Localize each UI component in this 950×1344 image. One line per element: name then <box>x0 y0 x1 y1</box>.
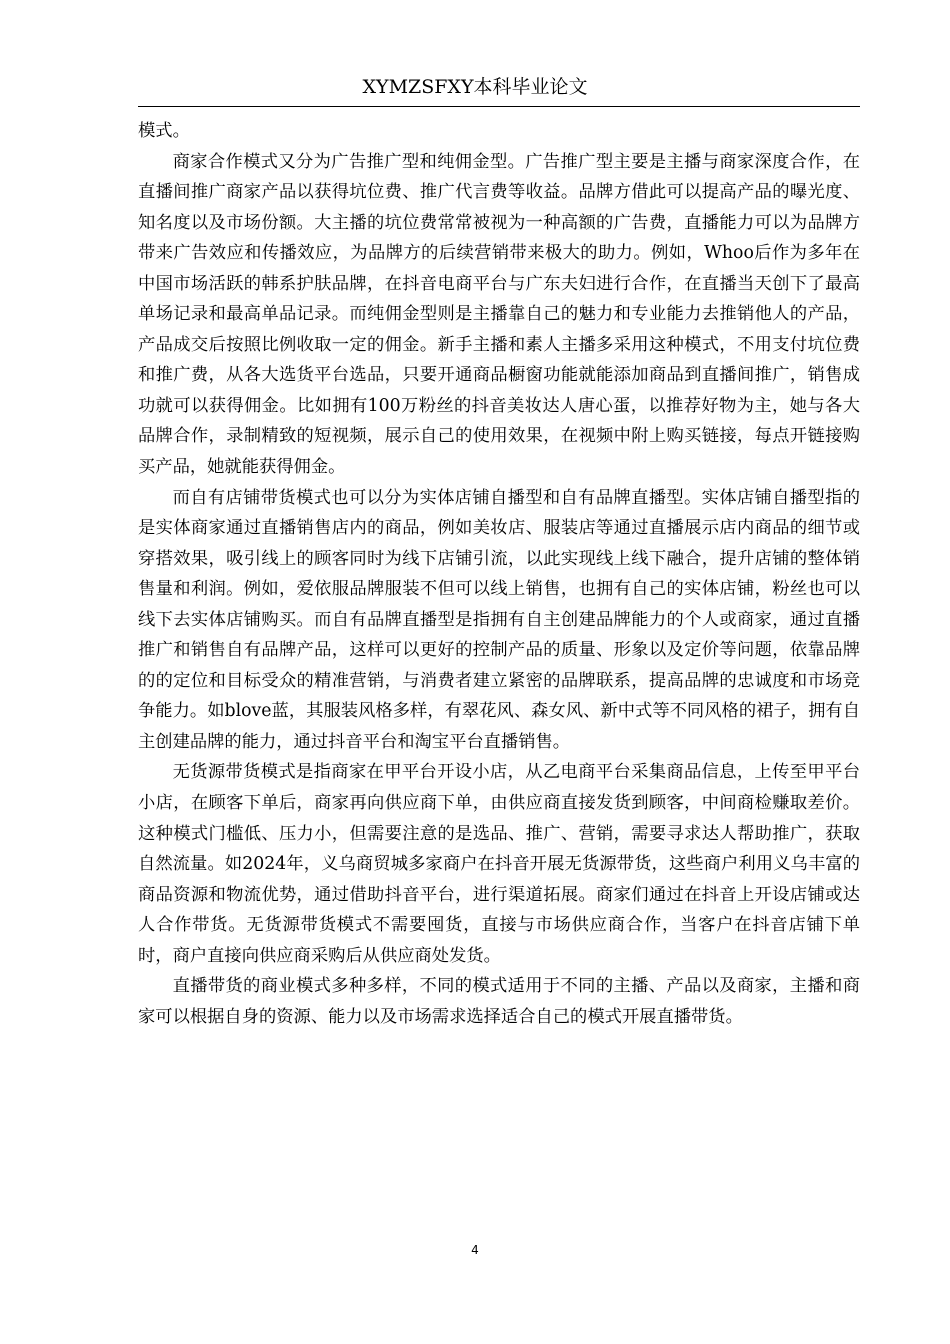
paragraph-continuation: 模式。 <box>138 121 190 141</box>
paragraph: 而自有店铺带货模式也可以分为实体店铺自播型和自有品牌直播型。实体店铺自播型指的是实体商家通过直播销售店内的商品，例如美妆店、服装店等通过直播展示店内商品的细节或穿搭效果，吸引线上的顾客同时为线下店铺引流，以此实现线上线下融合，提升店铺的整体销售量和利润。例如，爱依服品牌服装不但可以线上销售，也拥有自己的实体店铺，粉丝也可以线下去实体店铺购买。而自有品牌直播型是指拥有自主创建品牌能力的个人或商家，通过直播推广和销售自有品牌产品，这样可以更好的控制产品的质量、形象以及定价等问题，依靠品牌的的定位和目标受众的精准营销，与消费者建立紧密的品牌联系，提高品牌的忠诚度和市场竞争能力。如blove蓝，其服装风格多样，有翠花风、森女风、新中式等不同风格的裙子，拥有自主创建品牌的能力，通过抖音平台和淘宝平台直播销售。 <box>138 487 860 752</box>
header-rule <box>138 106 860 107</box>
paragraph: 直播带货的商业模式多种多样，不同的模式适用于不同的主播、产品以及商家，主播和商家可以根据自身的资源、能力以及市场需求选择适合自己的模式开展直播带货。 <box>138 976 860 1027</box>
page-number: 4 <box>471 1243 479 1257</box>
paragraph: 商家合作模式又分为广告推广型和纯佣金型。广告推广型主要是主播与商家深度合作，在直播间推广商家产品以获得坑位费、推广代言费等收益。品牌方借此可以提高产品的曝光度、知名度以及市场份额。大主播的坑位费常常被视为一种高额的广告费，直播能力可以为品牌方带来广告效应和传播效应，为品牌方的后续营销带来极大的助力。例如，Whoo后作为多年在中国市场活跃的韩系护肤品牌，在抖音电商平台与广东夫妇进行合作，在直播当天创下了最高单场记录和最高单品记录。而纯佣金型则是主播靠自己的魅力和专业能力去推销他人的产品，产品成交后按照比例收取一定的佣金。新手主播和素人主播多采用这种模式，不用支付坑位费和推广费，从各大选货平台选品，只要开通商品橱窗功能就能添加商品到直播间推广，销售成功就可以获得佣金。比如拥有100万粉丝的抖音美妆达人唐心蛋，以推荐好物为主，她与各大品牌合作，录制精致的短视频，展示自己的使用效果，在视频中附上购买链接，每点开链接购买产品，她就能获得佣金。 <box>138 151 860 478</box>
page-header: XYMZSFXY本科毕业论文 <box>362 76 588 98</box>
body-text <box>138 116 860 1032</box>
paragraph: 无货源带货模式是指商家在甲平台开设小店，从乙电商平台采集商品信息，上传至甲平台小店，在顾客下单后，商家再向供应商下单，由供应商直接发货到顾客，中间商检赚取差价。这种模式门槛低、压力小，但需要注意的是选品、推广、营销，需要寻求达人帮助推广，获取自然流量。如2024年，义乌商贸城多家商户在抖音开展无货源带货，这些商户利用义乌丰富的商品资源和物流优势，通过借助抖音平台，进行渠道拓展。商家们通过在抖音上开设店铺或达人合作带货。无货源带货模式不需要囤货，直接与市场供应商合作，当客户在抖音店铺下单时，商户直接向供应商采购后从供应商处发货。 <box>138 762 860 966</box>
